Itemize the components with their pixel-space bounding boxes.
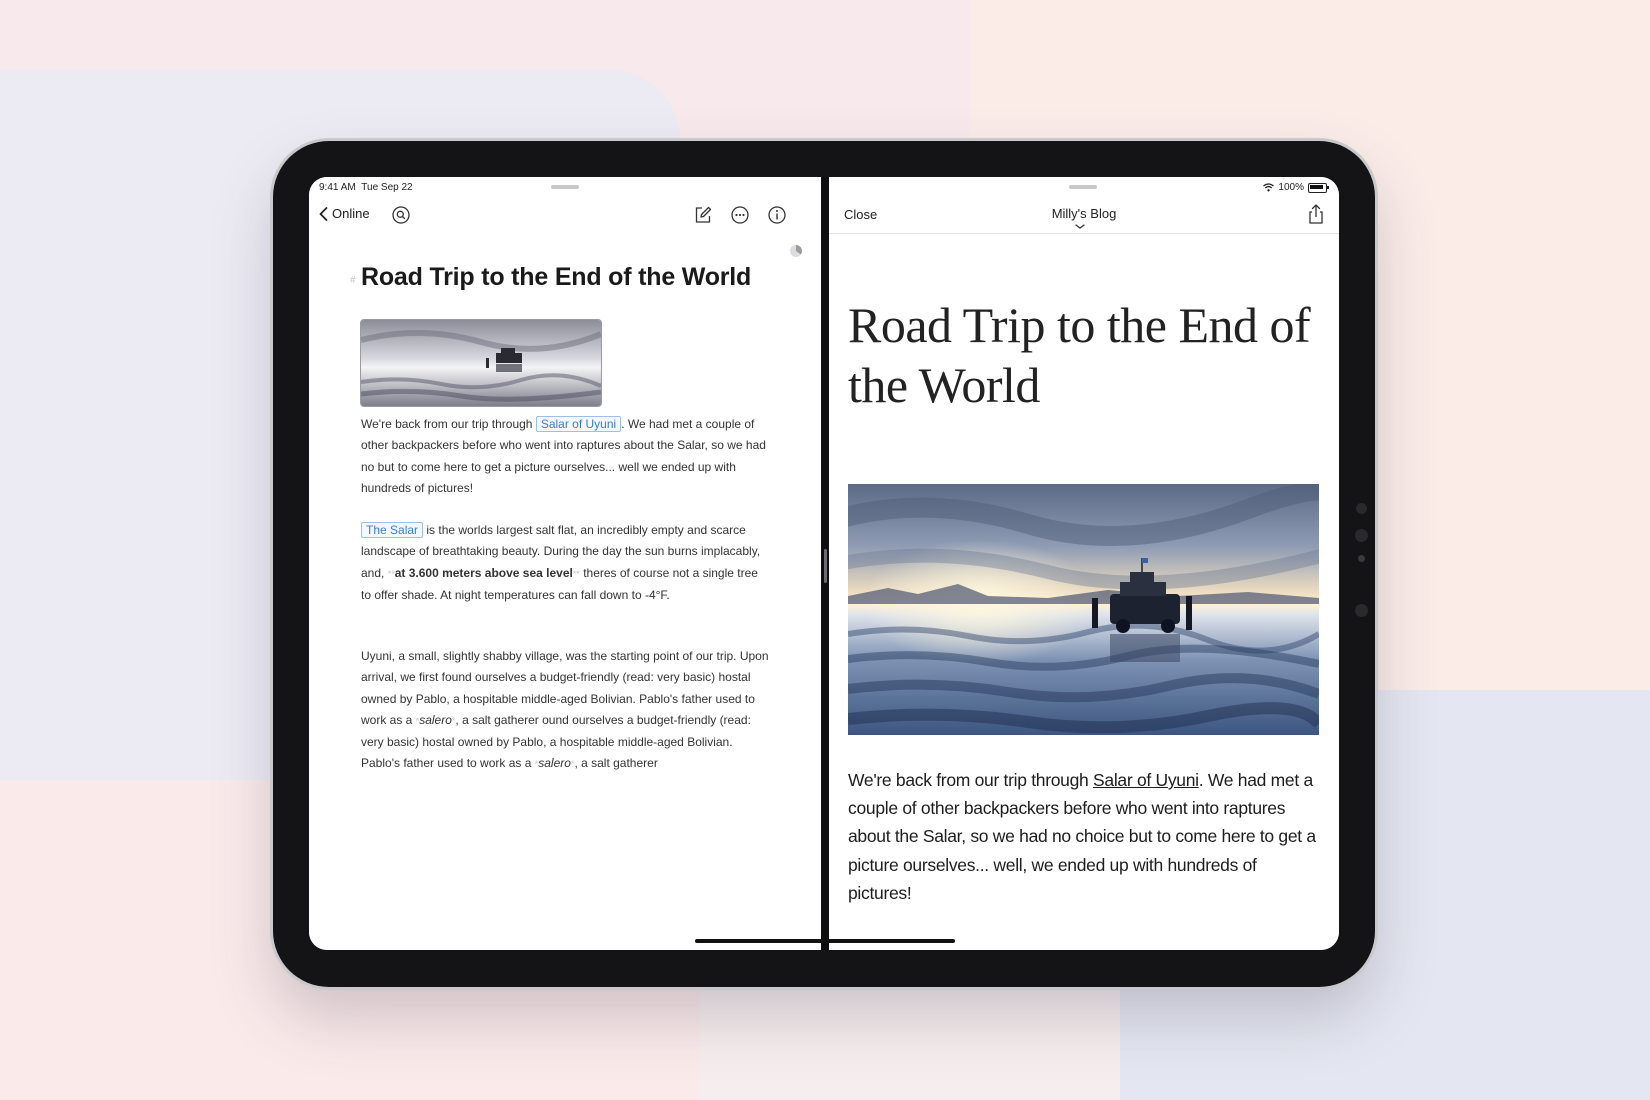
preview-pane bbox=[829, 177, 1339, 950]
markup-marker: * bbox=[415, 715, 420, 726]
compose-icon bbox=[692, 204, 714, 226]
hero-image bbox=[848, 484, 1319, 735]
markup-marker: ** bbox=[572, 568, 580, 579]
close-button[interactable]: Close bbox=[844, 207, 878, 222]
camera-dot bbox=[1355, 529, 1368, 542]
info-icon bbox=[766, 204, 788, 226]
more-button[interactable] bbox=[729, 204, 751, 226]
camera-dot bbox=[1356, 503, 1367, 514]
heading-marker: # bbox=[350, 275, 356, 286]
search-button[interactable] bbox=[390, 204, 412, 226]
home-indicator[interactable] bbox=[695, 939, 955, 943]
editor-paragraph[interactable]: Uyuni, a small, slightly shabby village, was the starting point of our trip. Upon arrival, we first found ourselves a budget-friendly (read: very basic) hostal owned by Pablo, a hospitable middle-aged Bolivian. Pablo's father used to work as a *salero*, a salt gatherer ound ourselves a budget-friendly (read: very basic) hostal owned by Pablo, a hospitable middle-aged Bolivian. Pablo's father used to work as a *salero*, a salt gatherer bbox=[361, 649, 769, 771]
multitasking-grabber[interactable] bbox=[1069, 185, 1097, 189]
share-icon bbox=[1305, 202, 1327, 226]
share-button[interactable] bbox=[1305, 202, 1327, 226]
status-indicators bbox=[1263, 182, 1327, 193]
more-icon bbox=[729, 204, 751, 226]
editor-paragraph[interactable]: The Salar is the worlds largest salt flat, an incredibly empty and scarce landscape of breathtaking beauty. During the day the sun burns implacably, and, **at 3.600 meters above sea level** theres of course not a single tree to offer shade. At night temperatures can fall down to -4°F. bbox=[361, 523, 761, 602]
salt-flat-photo bbox=[848, 484, 1319, 735]
inline-image[interactable] bbox=[361, 320, 601, 406]
editor-toolbar bbox=[309, 197, 821, 233]
wiki-link-chip[interactable]: Salar of Uyuni bbox=[536, 416, 621, 432]
post-title: Road Trip to the End of the World bbox=[848, 297, 1311, 413]
ipad-device bbox=[273, 141, 1375, 987]
markup-marker: * bbox=[570, 759, 575, 770]
chevron-left-icon bbox=[319, 207, 328, 221]
editor-paragraph[interactable]: We're back from our trip through Salar of Uyuni . We had met a couple of other backpackers before who went into raptures about the Salar, so we had no but to come here to get a picture ourselves... well we ended up with hundreds of pictures! bbox=[361, 417, 766, 495]
salar-link[interactable]: Salar of Uyuni bbox=[1093, 770, 1199, 790]
chevron-down-icon[interactable] bbox=[1075, 224, 1085, 229]
wiki-link-chip[interactable]: The Salar bbox=[361, 522, 423, 538]
screen bbox=[309, 177, 1339, 950]
camera-dot bbox=[1355, 604, 1368, 617]
status-time: 9:41 AM Tue Sep 22 bbox=[319, 182, 413, 193]
sensor-dot bbox=[1358, 555, 1365, 562]
back-label: Online bbox=[332, 206, 370, 221]
preview-toolbar bbox=[829, 197, 1339, 234]
battery-percent: 100% bbox=[1278, 182, 1304, 193]
markup-marker: ** bbox=[387, 568, 395, 579]
back-button[interactable] bbox=[319, 206, 370, 221]
editor-pane bbox=[309, 177, 821, 950]
multitasking-grabber[interactable] bbox=[551, 185, 579, 189]
battery-icon bbox=[1308, 183, 1327, 193]
blog-title[interactable]: Milly's Blog bbox=[1051, 206, 1117, 221]
markup-marker: * bbox=[534, 759, 539, 770]
document-title[interactable]: Road Trip to the End of the World bbox=[361, 263, 752, 291]
wifi-icon bbox=[1263, 183, 1274, 192]
search-icon bbox=[390, 204, 412, 226]
sync-spinner bbox=[790, 245, 802, 257]
info-button[interactable] bbox=[766, 204, 788, 226]
compose-button[interactable] bbox=[692, 204, 714, 226]
markup-marker: * bbox=[451, 715, 456, 726]
post-body: We're back from our trip through Salar of Uyuni. We had met a couple of other backpackers before who went into raptures about the Salar, so we had no choice but to come here to get a picture ourselves... well, we ended up with hundreds of pictures! bbox=[848, 770, 1316, 903]
split-view-handle[interactable] bbox=[824, 549, 827, 583]
salt-flat-thumbnail bbox=[361, 320, 601, 406]
